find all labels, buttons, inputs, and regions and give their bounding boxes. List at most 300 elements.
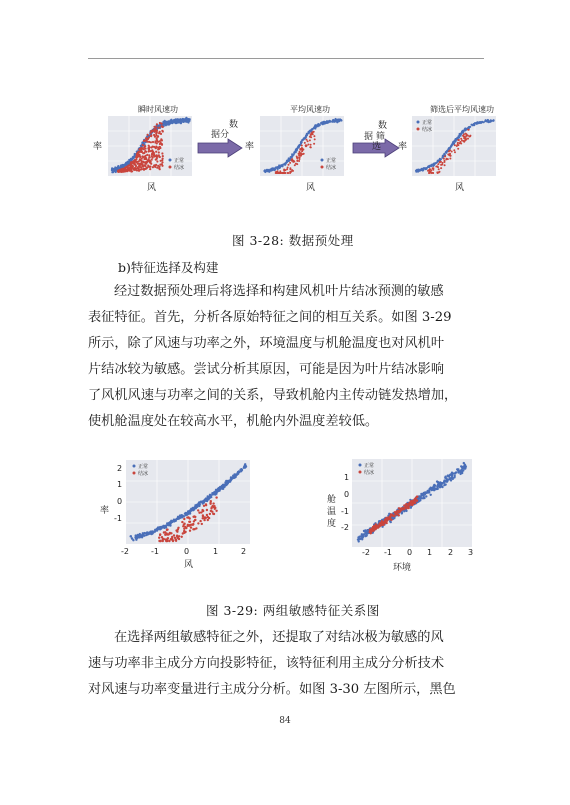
scatter-point	[135, 168, 137, 170]
scatter-point	[206, 509, 208, 511]
scatter-point	[457, 144, 459, 146]
legend-marker	[133, 465, 136, 468]
scatter-point	[183, 518, 185, 520]
right-ylabel-char: 温	[327, 507, 337, 517]
scatter-point	[314, 126, 316, 128]
scatter-point	[310, 130, 312, 132]
scatter-point	[485, 119, 487, 121]
scatter-point	[141, 147, 143, 149]
scatter-point	[211, 506, 213, 508]
scatter-point	[284, 169, 286, 171]
scatter-point	[158, 151, 160, 153]
left-xtick: 2	[241, 547, 247, 556]
scatter-point	[167, 533, 169, 535]
scatter-point	[454, 144, 456, 146]
scatter-point	[313, 143, 315, 145]
scatter-point	[152, 166, 154, 168]
legend-label: 正常	[174, 158, 185, 164]
scatter-point	[150, 130, 152, 132]
right-xtick: 0	[407, 548, 413, 557]
scatter-point	[489, 121, 491, 123]
scatter-point	[371, 530, 373, 532]
scatter-point	[416, 169, 418, 171]
scatter-point	[131, 537, 133, 539]
scatter-point	[460, 469, 462, 471]
scatter-point	[141, 168, 143, 170]
scatter-point	[463, 129, 465, 131]
legend-label: 结冰	[364, 470, 375, 476]
panel1-xlabel: 风	[147, 183, 157, 193]
scatter-point	[201, 509, 203, 511]
scatter-point	[294, 164, 296, 166]
right-ytick: 0	[344, 490, 350, 499]
scatter-point	[124, 169, 126, 171]
scatter-point	[436, 171, 438, 173]
scatter-point	[130, 167, 132, 169]
scatter-point	[419, 499, 421, 501]
scatter-point	[405, 503, 407, 505]
arrow-data-split	[198, 139, 242, 157]
scatter-point	[443, 484, 445, 486]
left-ytick: -1	[114, 514, 122, 523]
scatter-point	[162, 126, 164, 128]
scatter-point	[207, 519, 209, 521]
scatter-point	[153, 131, 155, 133]
scatter-point	[149, 132, 151, 134]
scatter-point	[215, 496, 217, 498]
left-ytick: 1	[117, 480, 123, 489]
scatter-wind-power	[126, 460, 250, 544]
scatter-point	[157, 165, 159, 167]
scatter-point	[146, 533, 148, 535]
paragraph-1-line: 片结冰较为敏感。尝试分析其原因，可能是因为叶片结冰影响	[88, 362, 445, 377]
scatter-point	[132, 157, 134, 159]
scatter-point	[469, 136, 471, 138]
scatter-point	[156, 142, 158, 144]
scatter-point	[175, 540, 177, 542]
scatter-point	[170, 538, 172, 540]
scatter-point	[309, 139, 311, 141]
scatter-point	[172, 120, 174, 122]
scatter-point	[158, 127, 160, 129]
scatter-point	[115, 171, 117, 173]
arrow2-bottom-label: 选	[372, 142, 382, 152]
header-rule	[88, 58, 484, 59]
scatter-point	[458, 139, 460, 141]
panel-title-3: 筛选后平均风速功	[430, 105, 494, 114]
scatter-point	[174, 537, 176, 539]
legend-label: 结冰	[138, 471, 149, 477]
scatter-point	[160, 540, 162, 542]
scatter-point	[287, 160, 289, 162]
paragraph-2-line: 对风速与功率变量进行主成分分析。如图 3-30 左图所示，黑色	[88, 682, 456, 697]
scatter-point	[449, 149, 451, 151]
scatter-point	[291, 159, 293, 161]
scatter-point	[438, 168, 440, 170]
right-ytick: -1	[341, 507, 349, 516]
scatter-point	[286, 168, 288, 170]
scatter-point	[148, 531, 150, 533]
scatter-point	[309, 146, 311, 148]
scatter-point	[313, 135, 315, 137]
panel-title-1: 瞬时风速功	[138, 105, 178, 114]
scatter-point	[175, 119, 177, 121]
scatter-point	[181, 514, 183, 516]
scatter-point	[227, 482, 229, 484]
scatter-point	[161, 536, 163, 538]
scatter-point	[280, 164, 282, 166]
scatter-point	[338, 120, 340, 122]
scatter-point	[454, 151, 456, 153]
scatter-point	[215, 510, 217, 512]
scatter-point	[130, 165, 132, 167]
panel2-ylabel: 率	[245, 142, 255, 152]
legend-marker	[359, 471, 362, 474]
scatter-point	[309, 136, 311, 138]
scatter-point	[138, 163, 140, 165]
scatter-point	[127, 167, 129, 169]
scatter-point	[157, 136, 159, 138]
scatter-point	[147, 165, 149, 167]
scatter-point	[296, 158, 298, 160]
panel3-xlabel: 风	[455, 183, 465, 193]
scatter-point	[358, 540, 360, 542]
scatter-point	[358, 538, 360, 540]
scatter-point	[445, 158, 447, 160]
scatter-point	[429, 171, 431, 173]
section-heading: b)特征选择及构建	[118, 260, 219, 275]
scatter-point	[457, 469, 459, 471]
scatter-point	[363, 530, 365, 532]
scatter-point	[234, 475, 236, 477]
left-plot-xlabel: 风	[184, 560, 194, 570]
legend-label: 结冰	[422, 127, 433, 133]
scatter-point	[181, 521, 183, 523]
scatter-point	[161, 161, 163, 163]
scatter-point	[199, 520, 201, 522]
scatter-point	[183, 531, 185, 533]
scatter-point	[307, 144, 309, 146]
scatter-point	[444, 477, 446, 479]
scatter-point	[449, 474, 451, 476]
scatter-point	[210, 510, 212, 512]
paragraph-1-line: 使机舱温度处在较高水平，机舱内外温度差较低。	[88, 414, 379, 429]
scatter-point	[144, 145, 146, 147]
scatter-point	[181, 120, 183, 122]
scatter-point	[165, 540, 167, 542]
scatter-point	[163, 122, 165, 124]
scatter-point	[161, 152, 163, 154]
scatter-point	[184, 118, 186, 120]
scatter-point	[153, 126, 155, 128]
scatter-point	[179, 516, 181, 518]
scatter-point	[162, 158, 164, 160]
legend-label: 结冰	[174, 165, 185, 171]
scatter-point	[408, 507, 410, 509]
paragraph-2	[88, 625, 490, 703]
figure-3-29-caption: 图 3-29: 两组敏感特征关系图	[206, 603, 380, 618]
scatter-point	[213, 513, 215, 515]
scatter-point	[153, 134, 155, 136]
scatter-point	[139, 156, 141, 158]
paragraph-1-line: 表征特征。首先，分析各原始特征之间的相互关系。如图 3-29	[88, 310, 452, 325]
scatter-point	[155, 126, 157, 128]
scatter-point	[163, 538, 165, 540]
legend-marker	[417, 128, 420, 131]
scatter-point	[437, 481, 439, 483]
left-xtick: -1	[151, 547, 159, 556]
scatter-point	[408, 504, 410, 506]
scatter-point	[169, 524, 171, 526]
scatter-point	[314, 138, 316, 140]
scatter-point	[283, 172, 285, 174]
scatter-point	[460, 138, 462, 140]
scatter-point	[111, 168, 113, 170]
scatter-point	[304, 142, 306, 144]
right-xtick: 1	[427, 548, 433, 557]
scatter-point	[156, 138, 158, 140]
scatter-point	[335, 119, 337, 121]
scatter-point	[193, 528, 195, 530]
scatter-point	[147, 160, 149, 162]
scatter-point	[312, 133, 314, 135]
scatter-point	[214, 507, 216, 509]
scatter-point	[283, 164, 285, 166]
scatter-point	[467, 138, 469, 140]
scatter-point	[164, 526, 166, 528]
left-xtick: -2	[121, 547, 129, 556]
panel2-xlabel: 风	[306, 183, 316, 193]
scatter-point	[302, 149, 304, 151]
scatter-point	[444, 161, 446, 163]
scatter-point	[173, 534, 175, 536]
scatter-point	[296, 156, 298, 158]
scatter-point	[450, 145, 452, 147]
scatter-point	[158, 148, 160, 150]
scatter-point	[390, 521, 392, 523]
scatter-point	[431, 163, 433, 165]
scatter-point	[141, 164, 143, 166]
scatter-point	[143, 164, 145, 166]
scatter-point	[453, 142, 455, 144]
scatter-point	[439, 161, 441, 163]
scatter-point	[200, 501, 202, 503]
scatter-point	[143, 161, 145, 163]
scatter-point	[152, 141, 154, 143]
scatter-point	[209, 513, 211, 515]
scatter-point	[147, 134, 149, 136]
scatter-point	[160, 160, 162, 162]
paragraph-1-line: 了风机风速与功率之间的关系，导致机舱内主传动链发热增加，	[88, 388, 458, 403]
left-plot-ylabel: 率	[100, 506, 110, 516]
left-xtick: 0	[184, 547, 190, 556]
scatter-point	[133, 160, 135, 162]
scatter-point	[442, 155, 444, 157]
scatter-point	[143, 168, 145, 170]
scatter-point	[166, 121, 168, 123]
scatter-point	[166, 529, 168, 531]
scatter-point	[280, 172, 282, 174]
scatter-point	[185, 527, 187, 529]
paragraph-1-line: 经过数据预处理后将选择和构建风机叶片结冰预测的敏感	[114, 284, 444, 299]
scatter-point	[176, 535, 178, 537]
scatter-point	[468, 129, 470, 131]
scatter-point	[430, 494, 432, 496]
scatter-point	[189, 521, 191, 523]
paragraph-2-line: 速与功率非主成分方向投影特征，该特征利用主成分分析技术	[88, 656, 445, 671]
scatter-point	[149, 168, 151, 170]
legend-label: 结冰	[326, 165, 337, 171]
scatter-point	[305, 135, 307, 137]
scatter-point	[142, 144, 144, 146]
scatter-point	[444, 155, 446, 157]
scatter-point	[397, 510, 399, 512]
scatter-point	[296, 163, 298, 165]
scatter-point	[270, 170, 272, 172]
scatter-point	[122, 164, 124, 166]
scatter-point	[289, 168, 291, 170]
scatter-point	[187, 524, 189, 526]
scatter-point	[440, 167, 442, 169]
scatter-point	[415, 497, 417, 499]
scatter-point	[337, 119, 339, 121]
scatter-point	[472, 124, 474, 126]
scatter-point	[465, 133, 467, 135]
scatter-point	[142, 152, 144, 154]
right-xtick: 2	[448, 548, 454, 557]
page-number: 84	[279, 716, 291, 726]
legend-marker	[169, 159, 172, 162]
scatter-point	[446, 151, 448, 153]
scatter-point	[453, 149, 455, 151]
scatter-point	[439, 171, 441, 173]
scatter-point	[409, 502, 411, 504]
scatter-point	[412, 502, 414, 504]
scatter-point	[361, 536, 363, 538]
scatter-point	[425, 495, 427, 497]
scatter-point	[156, 132, 158, 134]
scatter-point	[119, 170, 121, 172]
scatter-point	[300, 154, 302, 156]
scatter-point	[441, 486, 443, 488]
scatter-point	[298, 160, 300, 162]
scatter-point	[155, 529, 157, 531]
scatter-point	[155, 151, 157, 153]
scatter-point	[159, 124, 161, 126]
legend-marker	[321, 159, 324, 162]
scatter-point	[340, 120, 342, 122]
right-xtick: 3	[468, 548, 474, 557]
scatter-point	[288, 158, 290, 160]
scatter-point	[212, 502, 214, 504]
scatter-point	[159, 164, 161, 166]
paragraph-1	[88, 279, 490, 435]
right-plot-xlabel: 环境	[393, 563, 412, 573]
scatter-panel-2	[260, 116, 344, 176]
scatter-point	[321, 122, 323, 124]
scatter-point	[298, 144, 300, 146]
scatter-point	[148, 154, 150, 156]
scatter-point	[422, 497, 424, 499]
scatter-point	[465, 136, 467, 138]
scatter-point	[156, 160, 158, 162]
scatter-point	[162, 130, 164, 132]
panel-title-2: 平均风速功	[290, 105, 330, 114]
scatter-point	[145, 151, 147, 153]
scatter-point	[114, 168, 116, 170]
scatter-point	[443, 479, 445, 481]
scatter-point	[156, 167, 158, 169]
scatter-temperature	[352, 459, 472, 547]
scatter-point	[206, 500, 208, 502]
scatter-point	[387, 518, 389, 520]
scatter-point	[301, 145, 303, 147]
arrow2-top-label: 数	[378, 121, 388, 131]
scatter-point	[464, 464, 466, 466]
scatter-point	[244, 463, 246, 465]
legend-label: 正常	[326, 158, 337, 164]
scatter-point	[393, 515, 395, 517]
scatter-point	[271, 168, 273, 170]
scatter-point	[443, 158, 445, 160]
right-xtick: -1	[384, 548, 392, 557]
scatter-point	[405, 510, 407, 512]
scatter-point	[144, 158, 146, 160]
scatter-point	[170, 521, 172, 523]
legend-marker	[417, 121, 420, 124]
right-ylabel-char: 度	[327, 519, 337, 529]
scatter-point	[457, 142, 459, 144]
scatter-point	[120, 165, 122, 167]
scatter-point	[239, 469, 241, 471]
scatter-point	[129, 170, 131, 172]
scatter-point	[453, 476, 455, 478]
scatter-point	[318, 123, 320, 125]
scatter-point	[163, 531, 165, 533]
scatter-point	[188, 118, 190, 120]
scatter-point	[447, 153, 449, 155]
scatter-point	[157, 528, 159, 530]
scatter-point	[389, 515, 391, 517]
scatter-point	[209, 495, 211, 497]
scatter-point	[434, 163, 436, 165]
scatter-point	[291, 170, 293, 172]
scatter-point	[198, 512, 200, 514]
scatter-point	[193, 520, 195, 522]
scatter-point	[457, 148, 459, 150]
scatter-point	[424, 493, 426, 495]
scatter-point	[167, 523, 169, 525]
scatter-point	[161, 143, 163, 145]
scatter-point	[189, 517, 191, 519]
scatter-point	[461, 140, 463, 142]
scatter-point	[190, 526, 192, 528]
scatter-point	[278, 172, 280, 174]
scatter-point	[155, 128, 157, 130]
scatter-point	[153, 154, 155, 156]
scatter-point	[236, 473, 238, 475]
scatter-point	[278, 164, 280, 166]
scatter-point	[490, 119, 492, 121]
scatter-point	[159, 534, 161, 536]
scatter-point	[441, 483, 443, 485]
scatter-point	[324, 122, 326, 124]
scatter-point	[301, 150, 303, 152]
scatter-point	[437, 163, 439, 165]
legend-label: 正常	[138, 464, 149, 470]
right-xtick: -2	[362, 548, 370, 557]
scatter-point	[459, 141, 461, 143]
